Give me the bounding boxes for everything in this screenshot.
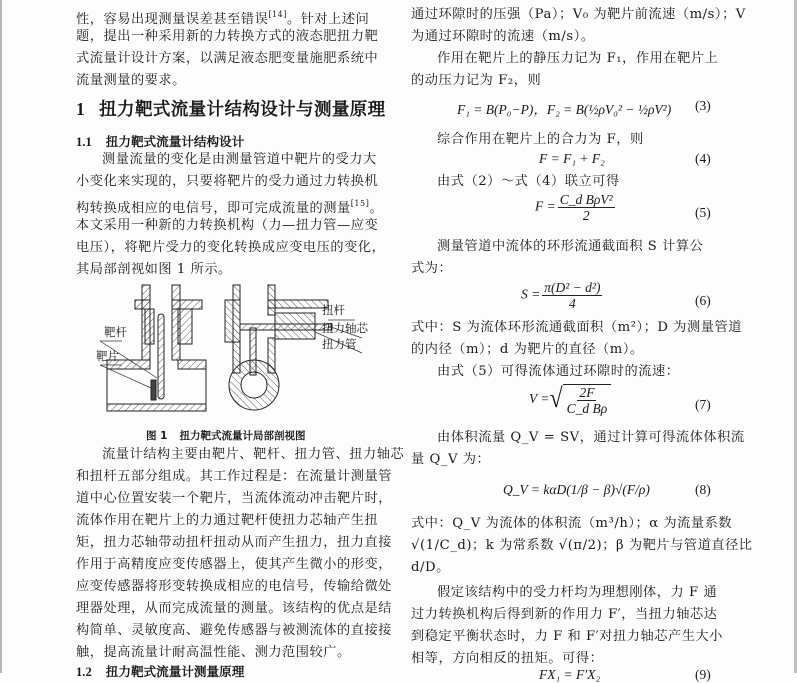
text-line: 本文采用一种新的力转换机构（力—扭力管—应变 (76, 218, 379, 233)
page-left-border (0, 0, 2, 673)
subsection-heading-1-1: 1.1 扭力靶式流量计结构设计 (76, 134, 245, 149)
citation[interactable]: [14] (268, 10, 287, 19)
text-line: 小变化来实现的，只要将靶片的受力通过力转换机 (76, 174, 379, 189)
text-line: 构简单、灵敏度高、避免传感器与被测流体的直接接 (76, 623, 392, 638)
label-target-plate: 靶片 (96, 349, 119, 363)
text-line: 和扭杆五部分组成。其工作过程是：在流量计测量管 (76, 469, 392, 484)
label-torsion-shaft-core: 扭力轴芯 (322, 321, 368, 335)
label-torsion-bar: 扭杆 (322, 303, 345, 317)
figure-1-cross-section (96, 280, 370, 420)
text-line: 理器处理，从而完成流量的测量。该结构的优点是结 (76, 601, 392, 616)
equation-9: FX₁ = F′X₂ (539, 667, 601, 682)
label-torsion-tube: 扭力管 (322, 337, 357, 351)
text-line: 流量测量的要求。 (76, 73, 186, 88)
text-line: d/D。 (411, 560, 450, 575)
text-line: 测量管道中流体的环形流通截面积 S 计算公 (437, 239, 704, 254)
text-line: 为通过环隙时的流速（m/s）。 (411, 29, 595, 44)
text-line: 测量流量的变化是由测量管道中靶片的受力大 (102, 152, 377, 167)
figure-caption: 图 1 扭力靶式流量计局部剖视图 (146, 430, 306, 442)
equation-number: (8) (695, 482, 711, 497)
text-line: 由式（5）可得流体通过环隙时的流速： (437, 364, 680, 379)
text-line: 的内径（m）；d 为靶片的直径（m）。 (411, 342, 644, 357)
text-line: 流体作用在靶片上的力通过靶杆使扭力芯轴产生扭 (76, 513, 379, 528)
text-line: 性，容易出现测量误差甚至错误[14]。针对上述问 (76, 10, 370, 27)
equation-number: (3) (695, 98, 711, 113)
text-line: 由式（2）～式（4）联立可得 (437, 174, 620, 189)
text-line: 应变传感器将形变转换成相应的电信号，传输给微处 (76, 579, 392, 594)
text-line: 假定该结构中的受力杆均为理想刚体，力 F 通 (437, 585, 718, 600)
equation-number: (7) (695, 397, 711, 412)
text-line: 综合作用在靶片上的合力为 F，则 (437, 132, 644, 147)
text-line: 构转换成相应的电信号，即可完成流量的测量[15]。 (76, 199, 384, 216)
text-line: 由体积流量 Q_V = SV，通过计算可得流体体积流 (437, 430, 745, 445)
equation-number: (4) (695, 151, 711, 166)
citation[interactable]: [15] (350, 199, 370, 208)
text-line: √(1/C_d)；k 为常系数 √(π/2)；β 为靶片与管道直径比 (411, 538, 753, 553)
equation-3: F₁ = B(P₀−P)，F₂ = B(½ρV₀² − ½ρV²) (457, 102, 672, 117)
equation-8: Q_V = kαD(1/β − β)√(F/ρ) (503, 482, 650, 497)
label-target-rod: 靶杆 (104, 325, 127, 339)
text-line: 过力转换机构后得到新的作用力 F′，当扭力轴芯达 (411, 607, 718, 622)
text-line: 题，提出一种采用新的力转换方式的液态肥扭力靶 (76, 29, 379, 44)
text-line: 道中心位置安装一个靶片，当流体流动冲击靶片时， (76, 491, 392, 506)
equation-7: V = √ $\frac{2F}{\text{C\_d Bρ}}$ (529, 384, 611, 416)
text-line: 式流量计设计方案，以满足液态肥变量施肥系统中 (76, 51, 379, 66)
equation-number: (9) (695, 667, 711, 682)
text-line: 其局部剖视如图 1 所示。 (76, 262, 232, 277)
equation-number: (6) (695, 293, 711, 308)
section-heading-1: 1 扭力靶式流量计结构设计与测量原理 (76, 99, 386, 120)
text-line: 矩，扭力芯轴带动扭杆扭动从而产生扭力，扭力直接 (76, 535, 392, 550)
equation-4: F = F₁ + F₂ (539, 151, 605, 166)
equation-5: F = $\frac{\text{C\_d BρV²}}{2}$ (535, 192, 613, 223)
text-line: 流量计结构主要由靶片、靶杆、扭力管、扭力轴芯 (102, 447, 405, 462)
equation-6: S = $\frac{\text{π(D² − d²)}}{4}$ (521, 280, 601, 311)
text-line: 式中：Q_V 为流体的体积流（m³/h）；α 为流量系数 (411, 516, 733, 531)
text-line: 相等，方向相反的扭矩。可得： (411, 651, 604, 666)
subsection-heading-1-2: 1.2 扭力靶式流量计测量原理 (76, 664, 245, 679)
text-line: 量 Q_V 为： (411, 452, 491, 467)
text-line: 触，提高流量计耐高温性能、测力范围较广。 (76, 645, 351, 660)
text-line: 电压），将靶片受力的变化转换成应变电压的变化， (76, 240, 386, 255)
text-line: 通过环隙时的压强（Pa）；V₀ 为靶片前流速（m/s）；V (411, 7, 746, 22)
text-line: 作用在靶片上的静压力记为 F₁，作用在靶片上 (437, 51, 719, 66)
equation-number: (5) (695, 205, 711, 220)
text-line: 的动压力记为 F₂，则 (411, 73, 542, 88)
text-line: 到稳定平衡状态时，力 F 和 F′对扭力轴芯产生大小 (411, 629, 723, 644)
text-line: 式为： (411, 261, 453, 276)
text-line: 作用于高精度应变传感器上，使其产生微小的形变， (76, 557, 392, 572)
text-line: 式中：S 为流体环形流通截面积（m²）；D 为测量管道 (411, 320, 742, 335)
